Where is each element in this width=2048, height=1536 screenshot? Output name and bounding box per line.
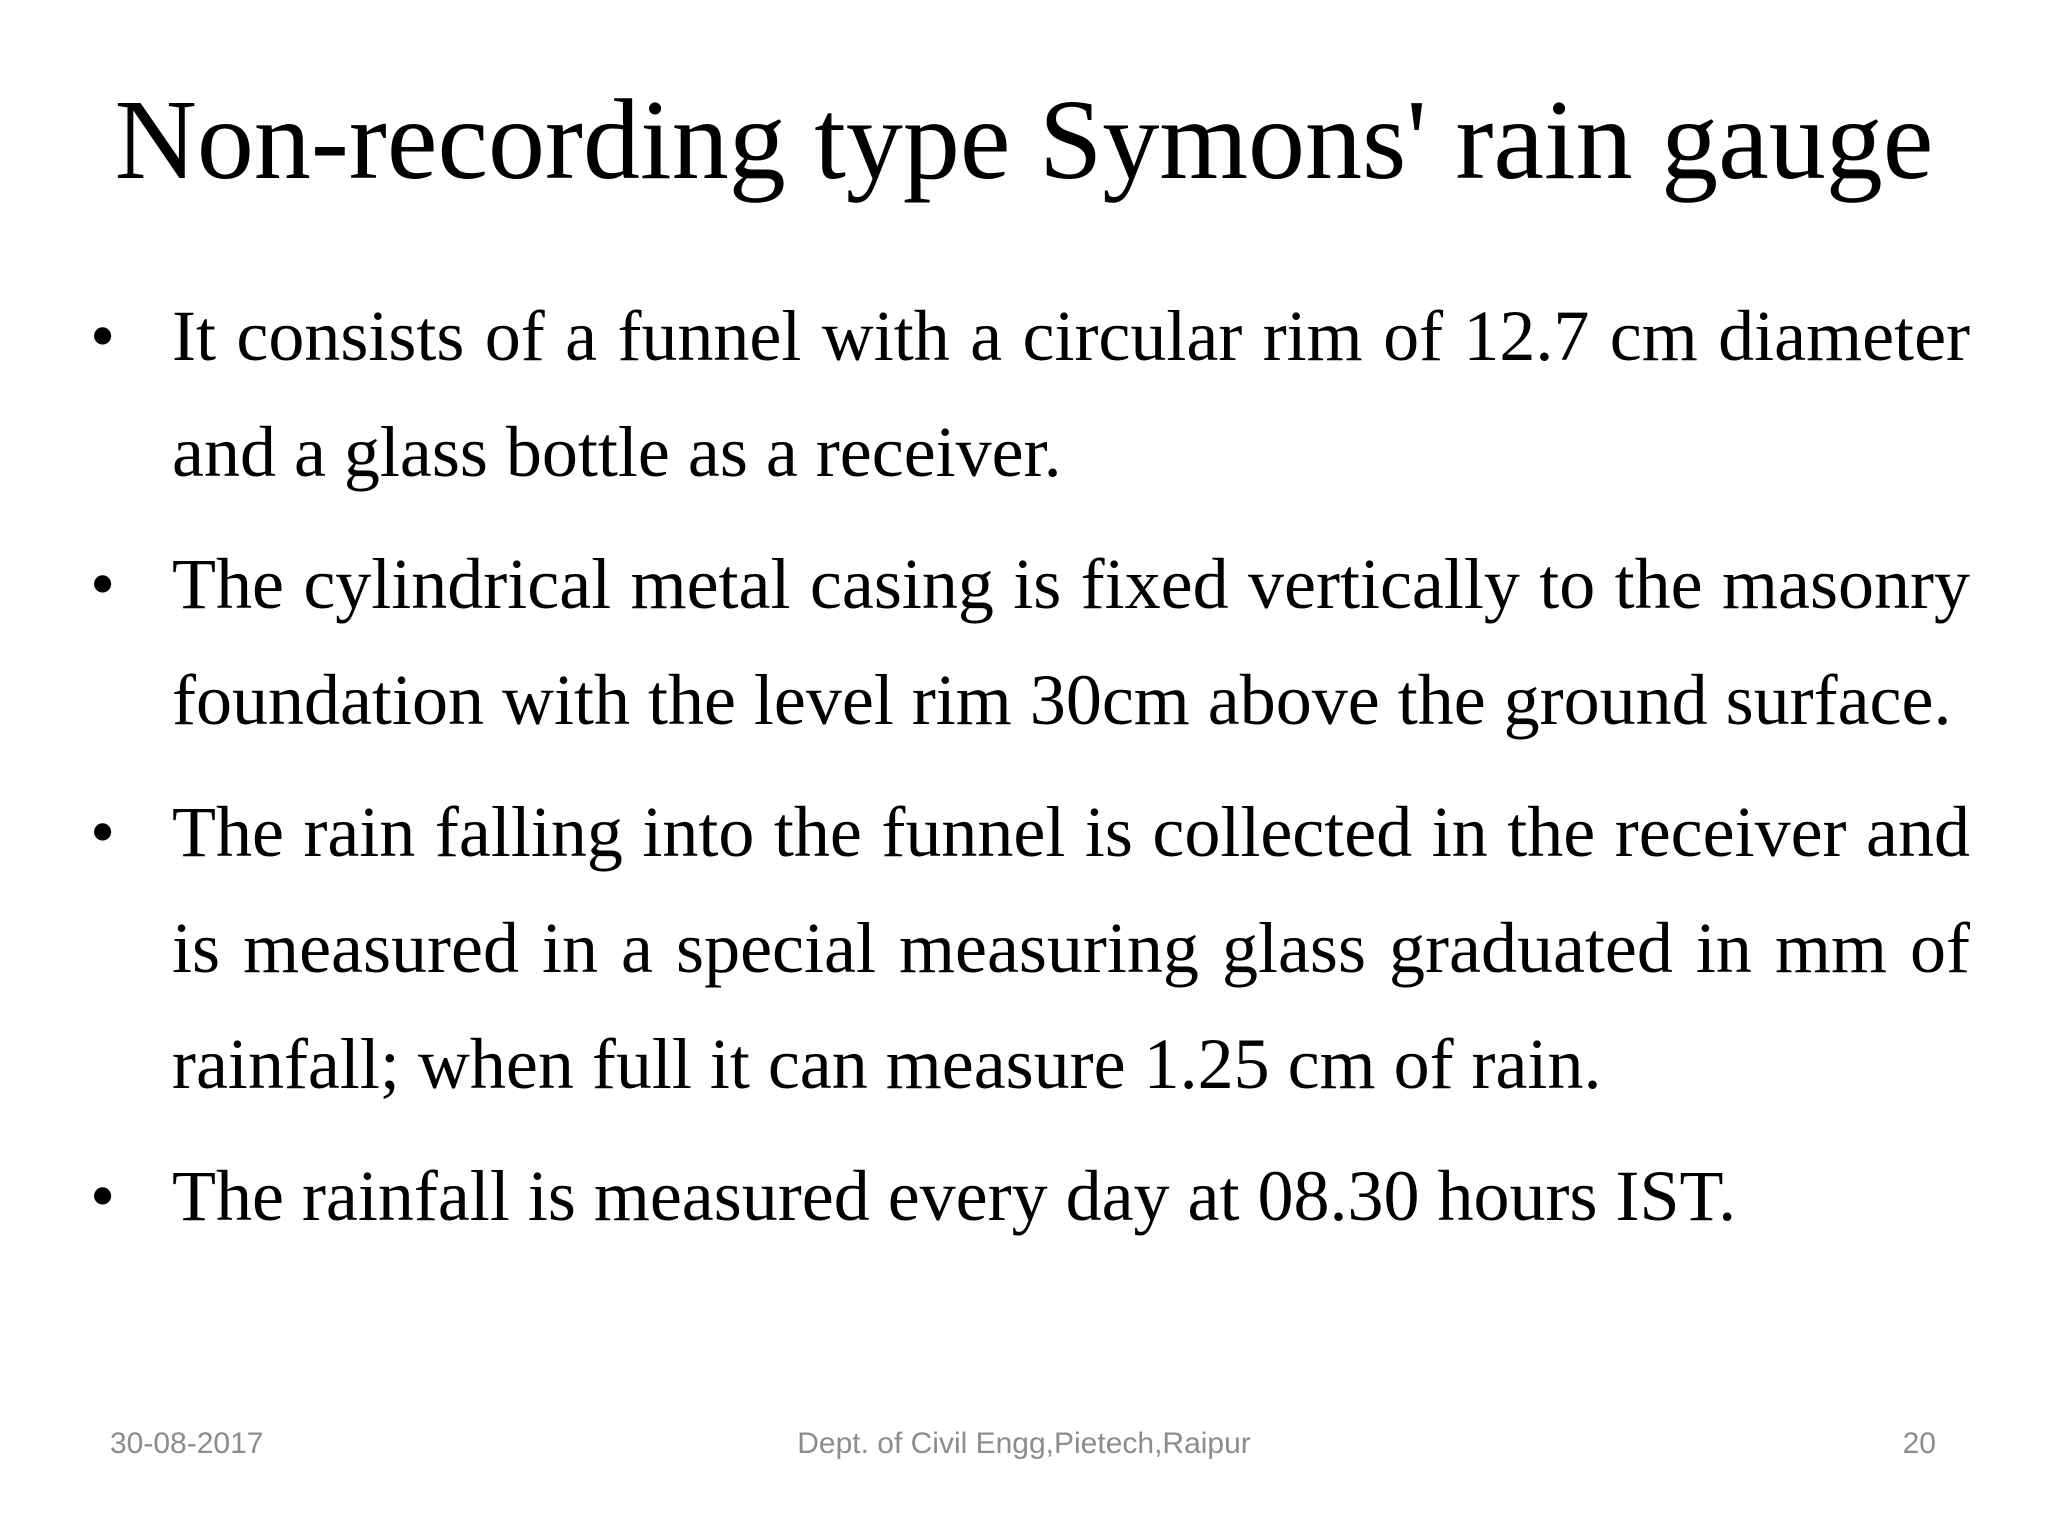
bullet-item [90, 278, 1970, 510]
bullet-text: The rainfall is measured every day at 08.30 hours IST. [172, 1156, 1737, 1236]
bullet-dot-icon: • [90, 792, 116, 872]
bullet-dot-icon: • [90, 544, 116, 624]
bullet-item [90, 1138, 1970, 1254]
bullet-text: The cylindrical metal casing is fixed vertically to the masonry foundation with the level rim 30cm above the ground surface. [172, 544, 1970, 740]
bullet-text: It consists of a funnel with a circular rim of 12.7 cm diameter and a glass bottle as a receiver. [172, 296, 1970, 492]
bullet-list [90, 278, 1970, 1270]
bullet-dot-icon: • [90, 1156, 116, 1236]
footer-page-number: 20 [1902, 1427, 1936, 1460]
bullet-text: The rain falling into the funnel is collected in the receiver and is measured in a special measuring glass graduated in mm of rainfall; when full it can measure 1.25 cm of rain. [172, 792, 1970, 1104]
bullet-item [90, 774, 1970, 1122]
bullet-item [90, 526, 1970, 758]
footer-date: 30-08-2017 [110, 1427, 264, 1460]
footer-department: Dept. of Civil Engg,Pietech,Raipur [797, 1427, 1251, 1460]
slide-title: Non-recording type Symons' rain gauge [114, 76, 1934, 203]
bullet-dot-icon: • [90, 296, 116, 376]
